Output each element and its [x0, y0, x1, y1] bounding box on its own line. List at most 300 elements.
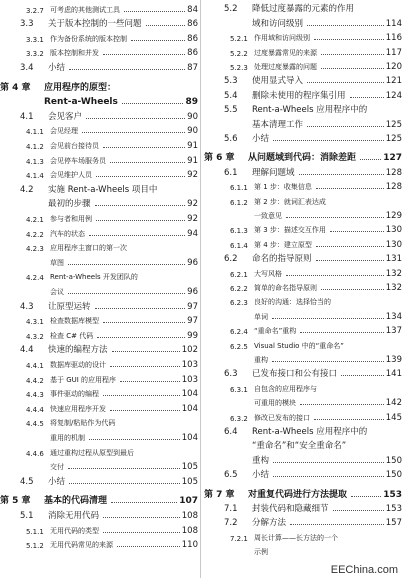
toc-entry-title: 小结 — [48, 476, 66, 487]
toc-page-number: 97 — [187, 316, 198, 327]
toc-leader-dots — [300, 403, 384, 405]
toc-entry-row — [204, 379, 402, 393]
toc-leader-dots — [110, 161, 185, 163]
toc-leader-dots — [273, 475, 384, 477]
toc-entry-row — [204, 192, 402, 206]
toc-entry-row — [0, 506, 198, 521]
watermark: EEChina.com — [330, 564, 398, 576]
toc-leader-dots — [351, 495, 381, 497]
toc-leader-dots — [95, 307, 186, 309]
toc-entry-row — [0, 107, 198, 122]
toc-entry-number: 4.3 — [20, 301, 34, 312]
toc-entry-number: 5.2.2 — [230, 49, 248, 58]
toc-leader-dots — [341, 374, 384, 376]
toc-entry-number: 第 7 章 — [204, 489, 235, 500]
toc-entry-title: 交付 — [50, 463, 64, 472]
toc-entry-number: 6.3.2 — [230, 414, 248, 423]
toc-entry-row — [0, 122, 198, 137]
toc-entry-row — [0, 521, 198, 536]
toc-chapter-row — [0, 78, 198, 93]
toc-entry-number: 4.4.5 — [26, 420, 44, 429]
toc-page-number: 86 — [187, 19, 198, 30]
toc-entry-title: 域和访问级别 — [252, 18, 304, 29]
toc-entry-title: 命名的指导原则 — [252, 254, 312, 265]
toc-page-number: 132 — [385, 268, 402, 279]
toc-page-number: 90 — [187, 111, 198, 122]
toc-leader-dots — [111, 501, 177, 503]
toc-entry-row — [0, 472, 198, 487]
toc-entry-number: 3.3.1 — [26, 35, 44, 44]
toc-entry-title: “重命名”和“安全重命名” — [252, 441, 347, 452]
toc-entry-row — [0, 282, 198, 297]
toc-leader-dots — [69, 482, 180, 484]
toc-entry-row — [0, 536, 198, 551]
toc-entry-number: 6.2.5 — [230, 342, 248, 351]
toc-page-number: 104 — [181, 403, 198, 414]
toc-entry-number: 6.3 — [224, 369, 238, 380]
toc-leader-dots — [96, 175, 185, 177]
toc-entry-number: 5.5 — [224, 105, 238, 116]
toc-entry-title: 草图 — [50, 258, 64, 267]
toc-page-number: 125 — [385, 133, 402, 144]
toc-entry-title: 小结 — [252, 470, 270, 481]
toc-entry-number: 6.5 — [224, 470, 238, 481]
toc-chapter-row — [204, 485, 402, 499]
toc-entry-number: 4.2.1 — [26, 215, 44, 224]
toc-entry-title: 检查 C# 代码 — [50, 331, 94, 340]
toc-leader-dots — [272, 317, 384, 319]
toc-entry-title: Rent-a-Wheels 开发团队的 — [50, 273, 138, 282]
toc-page-number: 131 — [385, 254, 402, 265]
toc-entry-row — [204, 72, 402, 86]
toc-leader-dots — [286, 216, 384, 218]
toc-entry-number: 7.2 — [224, 518, 238, 529]
toc-entry-number: 4.4.2 — [26, 376, 44, 385]
toc-leader-dots — [122, 102, 184, 104]
toc-entry-number: 4.3.2 — [26, 332, 44, 341]
toc-entry-number: 4.2.3 — [26, 245, 44, 254]
toc-leader-dots — [69, 68, 185, 70]
toc-entry-title: 可考虑的其他测试工具 — [50, 5, 120, 14]
toc-entry-title: 将复制/粘贴作为代码 — [50, 419, 116, 428]
toc-entry-number: 5.1.2 — [26, 542, 44, 551]
toc-entry-title: 第 1 步：收集信息 — [254, 183, 312, 192]
toc-leader-dots — [110, 365, 180, 367]
toc-entry-title: 大写风格 — [254, 269, 282, 278]
toc-entry-row — [204, 394, 402, 408]
toc-page-number: 125 — [385, 119, 402, 130]
toc-entry-title: 通过重构过程从原型到最后 — [50, 448, 134, 457]
toc-entry-title: 消除无用代码 — [48, 510, 100, 521]
toc-entry-row — [0, 136, 198, 151]
toc-entry-number: 4.2.4 — [26, 274, 44, 283]
toc-page-number: 108 — [181, 525, 198, 536]
toc-entry-row — [204, 235, 402, 249]
toc-entry-title: 重构 — [254, 355, 268, 364]
toc-page-number: 116 — [385, 33, 402, 44]
toc-entry-number: 5.1.1 — [26, 527, 44, 536]
toc-leader-dots — [314, 38, 384, 40]
toc-entry-row — [0, 29, 198, 44]
toc-page-number: 86 — [187, 48, 198, 59]
toc-entry-number: 5.4 — [224, 90, 238, 101]
toc-page-number: 103 — [181, 359, 198, 370]
toc-page-number: 92 — [187, 199, 198, 210]
toc-entry-title: 基于 GUI 的应用程序 — [50, 375, 117, 384]
toc-entry-title: 删除未使用的程序集引用 — [252, 90, 346, 101]
toc-leader-dots — [307, 24, 384, 26]
toc-entry-number: 6.2.3 — [230, 299, 248, 308]
toc-page-number: 89 — [185, 97, 198, 108]
toc-leader-dots — [117, 545, 180, 547]
toc-entry-title: 示例 — [254, 548, 268, 557]
toc-page-number: 130 — [385, 239, 402, 250]
toc-entry-row — [0, 253, 198, 268]
toc-entry-number: 4.3.1 — [26, 318, 44, 327]
toc-leader-dots — [68, 467, 180, 469]
toc-leader-dots — [333, 509, 384, 511]
toc-leader-dots — [272, 360, 384, 362]
toc-entry-row — [0, 297, 198, 312]
toc-entry-number: 5.6 — [224, 133, 238, 144]
toc-entry-title: 会见经理 — [50, 127, 78, 136]
toc-page-number: 94 — [187, 228, 198, 239]
toc-entry-title: 会见维护人员 — [50, 171, 92, 180]
toc-leader-dots — [96, 219, 185, 221]
toc-leader-dots — [103, 516, 180, 518]
toc-entry-title: 一致意见 — [254, 211, 282, 220]
toc-page-number: 86 — [187, 33, 198, 44]
toc-entry-row — [204, 29, 402, 43]
toc-entry-row — [204, 264, 402, 278]
toc-entry-title: 无用代码的类型 — [50, 526, 99, 535]
toc-entry-row — [204, 279, 402, 293]
toc-entry-title: 会见前台接待员 — [50, 141, 99, 150]
toc-entry-title: 从问题域到代码：消除差距 — [248, 153, 357, 164]
toc-leader-dots — [95, 204, 186, 206]
toc-chapter-row — [0, 492, 198, 507]
toc-entry-title: 对重复代码进行方法提取 — [248, 489, 348, 500]
toc-entry-row — [204, 221, 402, 235]
toc-entry-number: 3.2.7 — [26, 6, 44, 15]
toc-entry-row — [0, 15, 198, 30]
toc-leader-dots — [330, 230, 384, 232]
toc-leader-dots — [290, 523, 384, 525]
toc-entry-row — [0, 326, 198, 341]
toc-page-number: 129 — [385, 210, 402, 221]
toc-entry-number: 6.2.4 — [230, 328, 248, 337]
toc-entry-title: 第 2 步：就词汇表达成 — [254, 197, 326, 206]
toc-entry-row — [204, 351, 402, 365]
toc-leader-dots — [82, 131, 185, 133]
toc-entry-title: 分解方法 — [252, 518, 287, 529]
toc-entry-number: 6.1 — [224, 167, 238, 178]
toc-entry-title: 汽车的状态 — [50, 229, 85, 238]
toc-entry-number: 5.1 — [20, 510, 34, 521]
toc-leader-dots — [350, 96, 384, 98]
toc-entry-number: 5.3 — [224, 76, 238, 87]
toc-leader-dots — [97, 336, 185, 338]
toc-entry-number: 4.4.1 — [26, 361, 44, 370]
toc-entry-row — [0, 443, 198, 458]
toc-page-number: 108 — [181, 510, 198, 521]
toc-entry-row — [0, 180, 198, 195]
toc-page-number: 141 — [385, 369, 402, 380]
toc-page-number: 87 — [187, 62, 198, 73]
toc-entry-title: 检查数据库模型 — [50, 317, 99, 326]
toc-entry-row — [204, 514, 402, 528]
toc-page-number: 153 — [383, 489, 402, 500]
toc-entry-number: 第 6 章 — [204, 153, 235, 164]
toc-page-number: 153 — [385, 503, 402, 514]
toc-entry-row — [204, 543, 402, 557]
toc-entry-title: 基本的代码清理 — [44, 496, 108, 507]
toc-entry-title: 快速应用程序开发 — [50, 404, 106, 413]
toc-leader-dots — [299, 173, 384, 175]
toc-page-number: 121 — [385, 76, 402, 87]
toc-page-number: 104 — [181, 389, 198, 400]
toc-entry-row — [0, 209, 198, 224]
toc-entry-row — [204, 365, 402, 379]
toc-entry-title: 最初的步骤 — [48, 199, 91, 210]
toc-entry-number: 6.3.1 — [230, 385, 248, 394]
toc-page-number: 99 — [187, 330, 198, 341]
toc-entry-row — [204, 336, 402, 350]
toc-entry-row — [0, 414, 198, 429]
toc-entry-title: 第 4 步：建立原型 — [254, 240, 312, 249]
toc-page-number: 110 — [181, 540, 198, 551]
toc-page-number: 120 — [385, 61, 402, 72]
toc-entry-row — [204, 500, 402, 514]
toc-leader-dots — [86, 117, 185, 119]
toc-page-number: 128 — [385, 182, 402, 193]
toc-page-number: 92 — [187, 170, 198, 181]
toc-entry-row — [0, 355, 198, 370]
toc-entry-row — [0, 458, 198, 473]
toc-leader-dots — [103, 146, 185, 148]
toc-leader-dots — [120, 380, 180, 382]
toc-leader-dots — [124, 10, 185, 12]
toc-leader-dots — [146, 24, 186, 26]
toc-page-number: 128 — [385, 167, 402, 178]
toc-leader-dots — [68, 263, 185, 265]
toc-entry-title: Rent-a-Wheels — [44, 97, 118, 108]
toc-page-number: 91 — [187, 155, 198, 166]
toc-entry-title: 自包含的应用程序与 — [254, 384, 317, 393]
toc-entry-number: 第 4 章 — [0, 82, 31, 93]
toc-entry-row — [204, 408, 402, 422]
toc-entry-title: 第 3 步：描述交互作用 — [254, 226, 326, 235]
toc-entry-number: 4.1.3 — [26, 157, 44, 166]
toc-entry-row — [204, 451, 402, 465]
toc-entry-row — [204, 293, 402, 307]
toc-entry-row — [0, 195, 198, 210]
toc-entry-title: 让原型运转 — [48, 301, 91, 312]
toc-leader-dots — [307, 125, 384, 127]
toc-entry-number: 4.1.2 — [26, 142, 44, 151]
toc-entry-number: 6.1.2 — [230, 198, 248, 207]
toc-entry-number: 3.4 — [20, 62, 34, 73]
toc-page-number: 96 — [187, 286, 198, 297]
toc-chapter-row — [0, 93, 198, 108]
toc-entry-number: 6.2 — [224, 254, 238, 265]
toc-leader-dots — [316, 245, 384, 247]
toc-entry-number: 4.4 — [20, 345, 34, 356]
toc-entry-row — [204, 58, 402, 72]
toc-entry-number: 第 5 章 — [0, 496, 31, 507]
toc-page-number: 97 — [187, 301, 198, 312]
toc-entry-row — [204, 322, 402, 336]
toc-entry-row — [204, 307, 402, 321]
toc-entry-title: 处理过度暴露的问题 — [254, 62, 317, 71]
toc-leader-dots — [360, 158, 381, 160]
toc-page-number: 103 — [181, 374, 198, 385]
toc-entry-row — [204, 130, 402, 144]
toc-entry-title: “重命名”重构 — [254, 327, 297, 336]
toc-entry-title: Visual Studio 中的“重命名” — [254, 341, 344, 350]
toc-leader-dots — [316, 187, 384, 189]
toc-leader-dots — [68, 292, 185, 294]
toc-page-number: 92 — [187, 213, 198, 224]
toc-entry-number: 3.3 — [20, 19, 34, 30]
toc-entry-number: 4.4.3 — [26, 391, 44, 400]
toc-page-number: 96 — [187, 257, 198, 268]
toc-entry-title: 会议 — [50, 287, 64, 296]
toc-page-number: 105 — [181, 476, 198, 487]
toc-entry-title: 简单的命名指导原则 — [254, 283, 317, 292]
toc-entry-title: 无用代码常见的来源 — [50, 541, 113, 550]
toc-entry-title: 版本控制和并发 — [50, 49, 99, 58]
toc-entry-title: 会见停车场服务员 — [50, 156, 106, 165]
toc-entry-row — [204, 466, 402, 480]
toc-entry-row — [0, 370, 198, 385]
toc-entry-title: 事件驱动的编程 — [50, 390, 99, 399]
toc-entry-row — [204, 437, 402, 451]
toc-entry-title: 应用程序主窗口的第一次 — [50, 244, 127, 253]
toc-entry-title: Rent-a-Wheels 应用程序中的 — [252, 426, 368, 437]
toc-entry-number: 5.2.1 — [230, 35, 248, 44]
toc-entry-number: 6.2.1 — [230, 270, 248, 279]
toc-leader-dots — [103, 321, 185, 323]
toc-entry-title: 小结 — [48, 62, 66, 73]
toc-page-number: 91 — [187, 140, 198, 151]
toc-entry-title: 可重用的模块 — [254, 399, 296, 408]
toc-entry-title: 小结 — [252, 133, 270, 144]
toc-leader-dots — [103, 53, 185, 55]
toc-page-number: 90 — [187, 126, 198, 137]
toc-leader-dots — [286, 274, 384, 276]
toc-page-number: 84 — [187, 4, 198, 15]
toc-entry-row — [204, 43, 402, 57]
toc-page-number: 127 — [383, 153, 402, 164]
toc-leader-dots — [300, 331, 384, 333]
toc-entry-title: 理解问题域 — [252, 167, 295, 178]
toc-leader-dots — [273, 139, 384, 141]
toc-entry-row — [204, 250, 402, 264]
toc-leader-dots — [103, 394, 180, 396]
toc-page-number: 142 — [385, 398, 402, 409]
toc-entry-row — [0, 312, 198, 327]
toc-leader-dots — [316, 259, 384, 261]
toc-entry-number: 6.1.3 — [230, 227, 248, 236]
toc-entry-row — [204, 101, 402, 115]
toc-page-number: 157 — [385, 518, 402, 529]
toc-page-number: 105 — [181, 462, 198, 473]
toc-entry-row — [0, 44, 198, 59]
toc-entry-title: 过度暴露常见的来源 — [254, 48, 317, 57]
toc-page-number: 104 — [181, 432, 198, 443]
toc-entry-row — [0, 385, 198, 400]
toc-leader-dots — [89, 234, 185, 236]
toc-leader-dots — [321, 67, 384, 69]
toc-leader-dots — [273, 461, 384, 463]
toc-entry-title: 良好的沟通：选择恰当的 — [254, 298, 331, 307]
toc-entry-title: 作为备份系统的版本控制 — [50, 34, 127, 43]
toc-entry-title: 已发布接口和公有接口 — [252, 369, 338, 380]
toc-entry-title: 数据库驱动的设计 — [50, 360, 106, 369]
toc-entry-row — [0, 399, 198, 414]
toc-entry-title: 单词 — [254, 312, 268, 321]
toc-leader-dots — [110, 409, 180, 411]
toc-entry-number: 4.5 — [20, 476, 34, 487]
toc-entry-row — [204, 163, 402, 177]
toc-page-number: 150 — [385, 470, 402, 481]
toc-entry-number: 4.4.4 — [26, 405, 44, 414]
toc-entry-title: 关于版本控制的一些问题 — [48, 19, 142, 30]
toc-entry-title: 快速的编程方法 — [48, 345, 108, 356]
toc-entry-row — [0, 428, 198, 443]
toc-entry-number: 4.1 — [20, 111, 34, 122]
toc-entry-row — [0, 268, 198, 283]
toc-entry-row — [204, 0, 402, 14]
toc-entry-row — [204, 178, 402, 192]
toc-page-number: 102 — [181, 345, 198, 356]
toc-page-number: 107 — [179, 496, 198, 507]
toc-page-number: 139 — [385, 354, 402, 365]
toc-entry-title: 重构 — [252, 455, 270, 466]
toc-leader-dots — [89, 438, 180, 440]
toc-entry-row — [204, 86, 402, 100]
toc-entry-number: 4.2 — [20, 184, 34, 195]
toc-entry-number: 7.1 — [224, 503, 238, 514]
toc-entry-number: 4.4.6 — [26, 449, 44, 458]
toc-entry-number: 5.2 — [224, 4, 238, 15]
toc-entry-title: 实施 Rent-a-Wheels 项目中 — [48, 184, 158, 195]
toc-entry-number: 4.2.2 — [26, 230, 44, 239]
toc-leader-dots — [314, 418, 384, 420]
toc-page-number: 130 — [385, 225, 402, 236]
toc-page-number: 145 — [385, 412, 402, 423]
toc-entry-row — [0, 58, 198, 73]
toc-entry-title: 周长计算——长方法的一个 — [254, 533, 338, 542]
toc-entry-number: 5.2.3 — [230, 63, 248, 72]
toc-entry-title: 参与者和用例 — [50, 214, 92, 223]
toc-leader-dots — [131, 39, 185, 41]
toc-entry-title: 使用显式导入 — [252, 76, 304, 87]
toc-entry-title: 降低过度暴露的元素的作用 — [252, 4, 355, 15]
toc-entry-number: 3.3.2 — [26, 50, 44, 59]
toc-leader-dots — [307, 81, 384, 83]
toc-entry-number: 6.4 — [224, 426, 238, 437]
toc-leader-dots — [112, 350, 180, 352]
toc-entry-row — [204, 115, 402, 129]
toc-entry-number: 4.1.4 — [26, 172, 44, 181]
toc-entry-row — [204, 207, 402, 221]
toc-page-number: 137 — [385, 326, 402, 337]
toc-page-number: 132 — [385, 282, 402, 293]
toc-entry-title: 作用域和访问级别 — [254, 34, 310, 43]
toc-page-number: 114 — [385, 18, 402, 29]
